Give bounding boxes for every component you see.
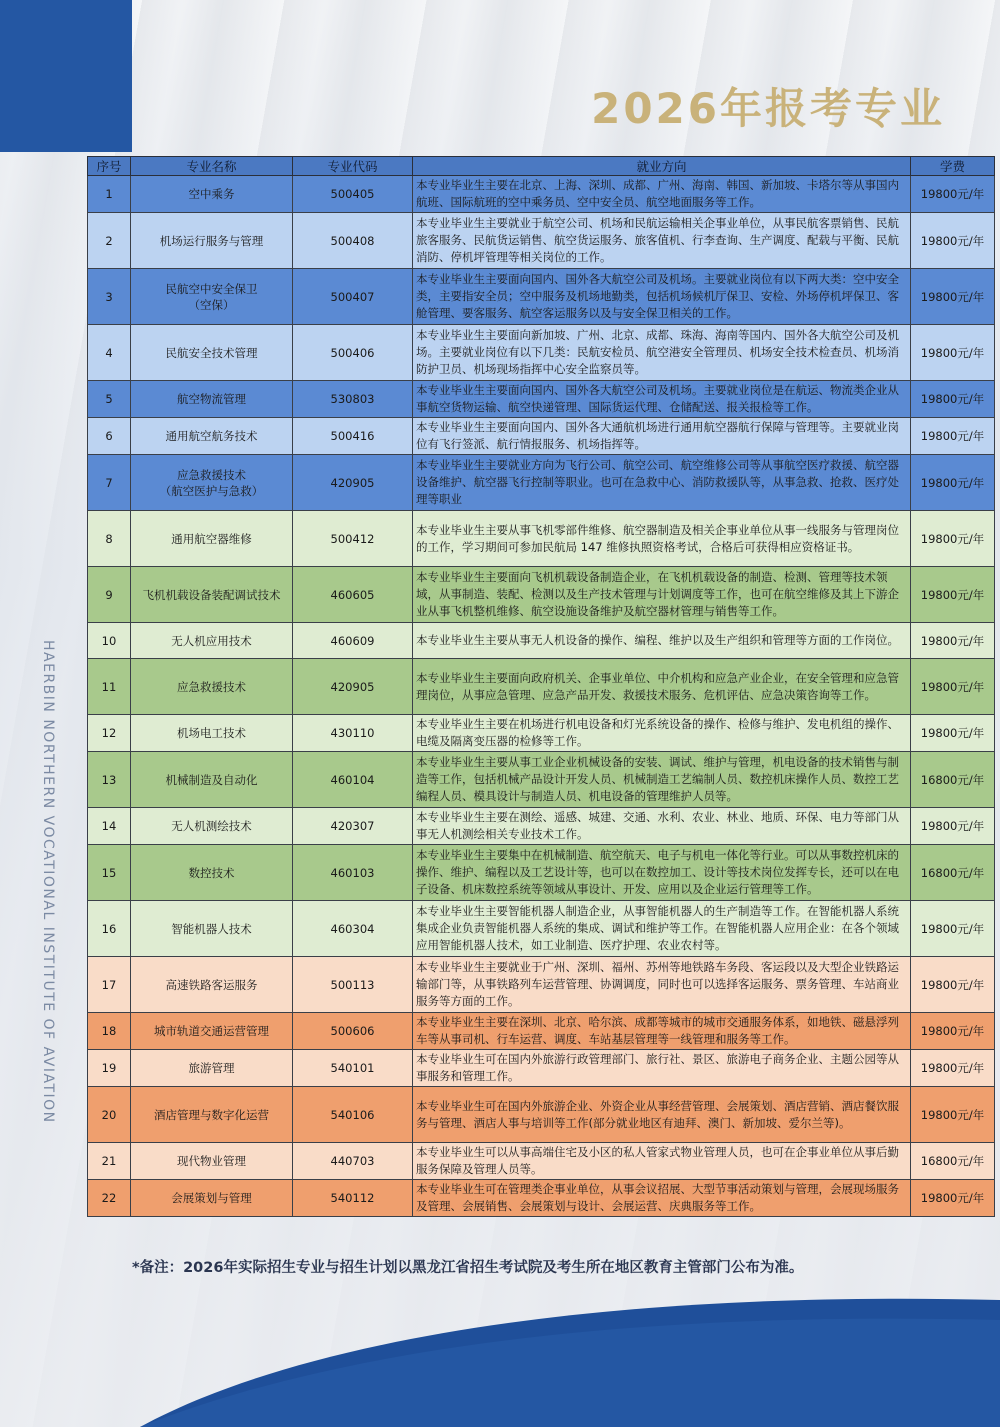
cell-code: 420307 [293,808,413,845]
cell-fee: 19800元/年 [911,455,995,511]
table-row [88,381,995,418]
cell-desc: 本专业毕业生可在国内外旅游行政管理部门、旅行社、景区、旅游电子商务企业、主题公园等从事服务和管理工作。 [413,1050,911,1087]
cell-name: 应急救援技术 （航空医护与急救） [131,455,293,511]
table-row [88,901,995,957]
cell-no: 4 [88,325,131,381]
cell-name: 空中乘务 [131,176,293,213]
cell-no: 11 [88,659,131,715]
footnote: *备注：2026年实际招生专业与招生计划以黑龙江省招生考试院及考生所在地区教育主管部门公布为准。 [132,1260,804,1276]
cell-fee: 19800元/年 [911,1087,995,1143]
cell-code: 500606 [293,1013,413,1050]
cell-no: 19 [88,1050,131,1087]
cell-name: 民航空中安全保卫 （空保） [131,269,293,325]
side-institute-name: HAERBIN NORTHERN VOCATIONAL INSTITUTE OF AVIATION [40,640,56,1124]
cell-name: 会展策划与管理 [131,1180,293,1217]
cell-no: 3 [88,269,131,325]
header-no: 序号 [88,157,131,176]
cell-fee: 19800元/年 [911,325,995,381]
cell-no: 22 [88,1180,131,1217]
cell-code: 460304 [293,901,413,957]
cell-fee: 19800元/年 [911,381,995,418]
cell-desc: 本专业毕业生可以从事高端住宅及小区的私人管家式物业管理人员，也可在企事业单位从事后勤服务保障及管理人员等。 [413,1143,911,1180]
cell-fee: 16800元/年 [911,752,995,808]
cell-code: 460609 [293,623,413,659]
cell-code: 420905 [293,659,413,715]
cell-desc: 本专业毕业生可在管理类企事业单位，从事会议招展、大型节事活动策划与管理，会展现场服务及管理、会展销售、会展策划与设计、会展运营、庆典服务等工作。 [413,1180,911,1217]
cell-name: 旅游管理 [131,1050,293,1087]
cell-no: 16 [88,901,131,957]
cell-desc: 本专业毕业生主要面向飞机机载设备制造企业，在飞机机载设备的制造、检测、管理等技术领域，从事制造、装配、检测以及生产技术管理与计划调度等工作，也可在航空维修及其上下游企业从事飞机整机维修、航空设施设备维护及航空器材管理与销售等工作。 [413,567,911,623]
cell-name: 酒店管理与数字化运营 [131,1087,293,1143]
cell-desc: 本专业毕业生主要就业于广州、深圳、福州、苏州等地铁路车务段、客运段以及大型企业铁路运输部门等，从事铁路列车运营管理、协调调度，同时也可以选择客运服务、票务管理、车站商业服务等方面的工作。 [413,957,911,1013]
cell-desc: 本专业毕业生主要从事工业企业机械设备的安装、调试、维护与管理，机电设备的技术销售与制造等工作，包括机械产品设计开发人员、机械制造工艺编制人员、数控机床操作人员、数控工艺编程人员、模具设计与制造人员、机电设备的管理维护人员等。 [413,752,911,808]
cell-name: 飞机机载设备装配调试技术 [131,567,293,623]
cell-fee: 19800元/年 [911,511,995,567]
cell-code: 420905 [293,455,413,511]
majors-table-wrap [87,156,985,1217]
cell-no: 17 [88,957,131,1013]
cell-code: 530803 [293,381,413,418]
cell-code: 540101 [293,1050,413,1087]
table-header-row [88,157,995,176]
cell-name: 应急救援技术 [131,659,293,715]
cell-code: 500113 [293,957,413,1013]
cell-fee: 19800元/年 [911,1180,995,1217]
cell-fee: 16800元/年 [911,845,995,901]
table-row [88,325,995,381]
table-row [88,1180,995,1217]
cell-name: 机场运行服务与管理 [131,213,293,269]
cell-desc: 本专业毕业生主要在北京、上海、深圳、成都、广州、海南、韩国、新加坡、卡塔尔等从事国内航班、国际航班的空中乘务员、空中安全员、航空地面服务等工作。 [413,176,911,213]
cell-fee: 16800元/年 [911,1143,995,1180]
table-row [88,1050,995,1087]
cell-no: 2 [88,213,131,269]
cell-name: 城市轨道交通运营管理 [131,1013,293,1050]
cell-no: 6 [88,418,131,455]
cell-desc: 本专业毕业生主要在机场进行机电设备和灯光系统设备的操作、检修与维护、发电机组的操作、电缆及隔离变压器的检修等工作。 [413,715,911,752]
cell-name: 无人机应用技术 [131,623,293,659]
table-row [88,455,995,511]
header-code: 专业代码 [293,157,413,176]
header-fee: 学费 [911,157,995,176]
cell-desc: 本专业毕业生主要面向国内、国外各大通航机场进行通用航空器航行保障与管理等。主要就业岗位有飞行签派、航行情报服务、机场指挥等。 [413,418,911,455]
cell-name: 机械制造及自动化 [131,752,293,808]
bottom-wave-decoration [0,1280,1000,1427]
cell-code: 460103 [293,845,413,901]
cell-desc: 本专业毕业生可在国内外旅游企业、外资企业从事经营管理、会展策划、酒店营销、酒店餐饮服务与管理、酒店人事与培训等工作(部分就业地区有迪拜、澳门、新加坡、爱尔兰等)。 [413,1087,911,1143]
cell-code: 500408 [293,213,413,269]
table-row [88,752,995,808]
cell-code: 540112 [293,1180,413,1217]
cell-code: 460104 [293,752,413,808]
cell-name: 通用航空航务技术 [131,418,293,455]
table-row [88,567,995,623]
cell-name: 无人机测绘技术 [131,808,293,845]
cell-code: 500416 [293,418,413,455]
cell-fee: 19800元/年 [911,623,995,659]
cell-name: 高速铁路客运服务 [131,957,293,1013]
cell-fee: 19800元/年 [911,418,995,455]
cell-fee: 19800元/年 [911,269,995,325]
table-row [88,1013,995,1050]
table-row [88,1087,995,1143]
cell-fee: 19800元/年 [911,957,995,1013]
table-row [88,213,995,269]
cell-no: 1 [88,176,131,213]
cell-code: 460605 [293,567,413,623]
cell-fee: 19800元/年 [911,213,995,269]
cell-fee: 19800元/年 [911,715,995,752]
cell-no: 12 [88,715,131,752]
cell-fee: 19800元/年 [911,808,995,845]
cell-desc: 本专业毕业生主要面向国内、国外各大航空公司及机场。主要就业岗位是在航运、物流类企业从事航空货物运输、航空快递管理、国际货运代理、仓储配送、报关报检等工作。 [413,381,911,418]
cell-no: 21 [88,1143,131,1180]
cell-fee: 19800元/年 [911,1050,995,1087]
table-row [88,845,995,901]
header-name: 专业名称 [131,157,293,176]
cell-fee: 19800元/年 [911,567,995,623]
table-row [88,715,995,752]
cell-no: 10 [88,623,131,659]
cell-desc: 本专业毕业生主要集中在机械制造、航空航天、电子与机电一体化等行业。可以从事数控机床的操作、维护、编程以及工艺设计等，也可以在数控加工、设计等技术岗位发挥专长，还可以在电子设备、机床数控系统等领域从事设计、开发、应用以及企业运行管理等工作。 [413,845,911,901]
cell-no: 7 [88,455,131,511]
cell-name: 通用航空器维修 [131,511,293,567]
table-row [88,659,995,715]
cell-no: 15 [88,845,131,901]
cell-desc: 本专业毕业生主要面向政府机关、企事业单位、中介机构和应急产业企业，在安全管理和应急管理岗位，从事应急管理、应急产品开发、救援技术服务、危机评估、应急决策咨询等工作。 [413,659,911,715]
cell-no: 20 [88,1087,131,1143]
top-left-blue-block [0,0,132,152]
cell-name: 航空物流管理 [131,381,293,418]
cell-name: 现代物业管理 [131,1143,293,1180]
cell-code: 500405 [293,176,413,213]
table-row [88,511,995,567]
cell-code: 540106 [293,1087,413,1143]
cell-code: 500406 [293,325,413,381]
table-row [88,1143,995,1180]
cell-code: 440703 [293,1143,413,1180]
table-row [88,418,995,455]
cell-name: 数控技术 [131,845,293,901]
cell-fee: 19800元/年 [911,659,995,715]
cell-code: 430110 [293,715,413,752]
cell-desc: 本专业毕业生主要从事飞机零部件维修、航空器制造及相关企事业单位从事一线服务与管理岗位的工作，学习期间可参加民航局 147 维修执照资格考试，合格后可获得相应资格证书。 [413,511,911,567]
table-row [88,808,995,845]
table-body [88,176,995,1217]
cell-fee: 19800元/年 [911,901,995,957]
majors-table [87,156,995,1217]
cell-no: 18 [88,1013,131,1050]
cell-no: 14 [88,808,131,845]
cell-desc: 本专业毕业生主要从事无人机设备的操作、编程、维护以及生产组织和管理等方面的工作岗位。 [413,623,911,659]
cell-code: 500407 [293,269,413,325]
header-desc: 就业方向 [413,157,911,176]
cell-name: 智能机器人技术 [131,901,293,957]
cell-desc: 本专业毕业生主要在深圳、北京、哈尔滨、成都等城市的城市交通服务体系，如地铁、磁悬浮列车等从事司机、行车运营、调度、车站基层管理等一线管理和服务等工作。 [413,1013,911,1050]
cell-desc: 本专业毕业生主要在测绘、遥感、城建、交通、水利、农业、林业、地质、环保、电力等部门从事无人机测绘相关专业技术工作。 [413,808,911,845]
cell-name: 民航安全技术管理 [131,325,293,381]
cell-desc: 本专业毕业生主要面向国内、国外各大航空公司及机场。主要就业岗位有以下两大类：空中安全类，主要指安全员；空中服务及机场地勤类，包括机场候机厅保卫、安检、外场停机坪保卫、客舱管理、要客服务、航空客运服务以及与安全保卫相关的工作。 [413,269,911,325]
cell-code: 500412 [293,511,413,567]
cell-fee: 19800元/年 [911,176,995,213]
table-row [88,623,995,659]
cell-name: 机场电工技术 [131,715,293,752]
cell-no: 5 [88,381,131,418]
table-row [88,957,995,1013]
cell-desc: 本专业毕业生主要就业于航空公司、机场和民航运输相关企事业单位，从事民航客票销售、民航旅客服务、民航货运销售、航空货运服务、旅客值机、行李查询、生产调度、配载与平衡、民航消防、停机坪管理等相关岗位的工作。 [413,213,911,269]
cell-no: 8 [88,511,131,567]
cell-desc: 本专业毕业生主要智能机器人制造企业，从事智能机器人的生产制造等工作。在智能机器人系统集成企业负责智能机器人系统的集成、调试和维护等工作。在智能机器人应用企业：在各个领域应用智能机器人技术，如工业制造、医疗护理、农业农村等。 [413,901,911,957]
cell-no: 13 [88,752,131,808]
table-row [88,176,995,213]
cell-desc: 本专业毕业生主要就业方向为飞行公司、航空公司、航空维修公司等从事航空医疗救援、航空器设备维护、航空器飞行控制等职业。也可在急救中心、消防救援队等，从事急救、抢救、医疗处理等职业 [413,455,911,511]
cell-fee: 19800元/年 [911,1013,995,1050]
cell-no: 9 [88,567,131,623]
page-title: 2026年报考专业 [591,84,945,133]
cell-desc: 本专业毕业生主要面向新加坡、广州、北京、成都、珠海、海南等国内、国外各大航空公司及机场。主要就业岗位有以下几类：民航安检员、航空港安全管理员、机场安全技术检查员、机场消防护卫员、机场现场指挥中心安全监察员等。 [413,325,911,381]
table-row [88,269,995,325]
